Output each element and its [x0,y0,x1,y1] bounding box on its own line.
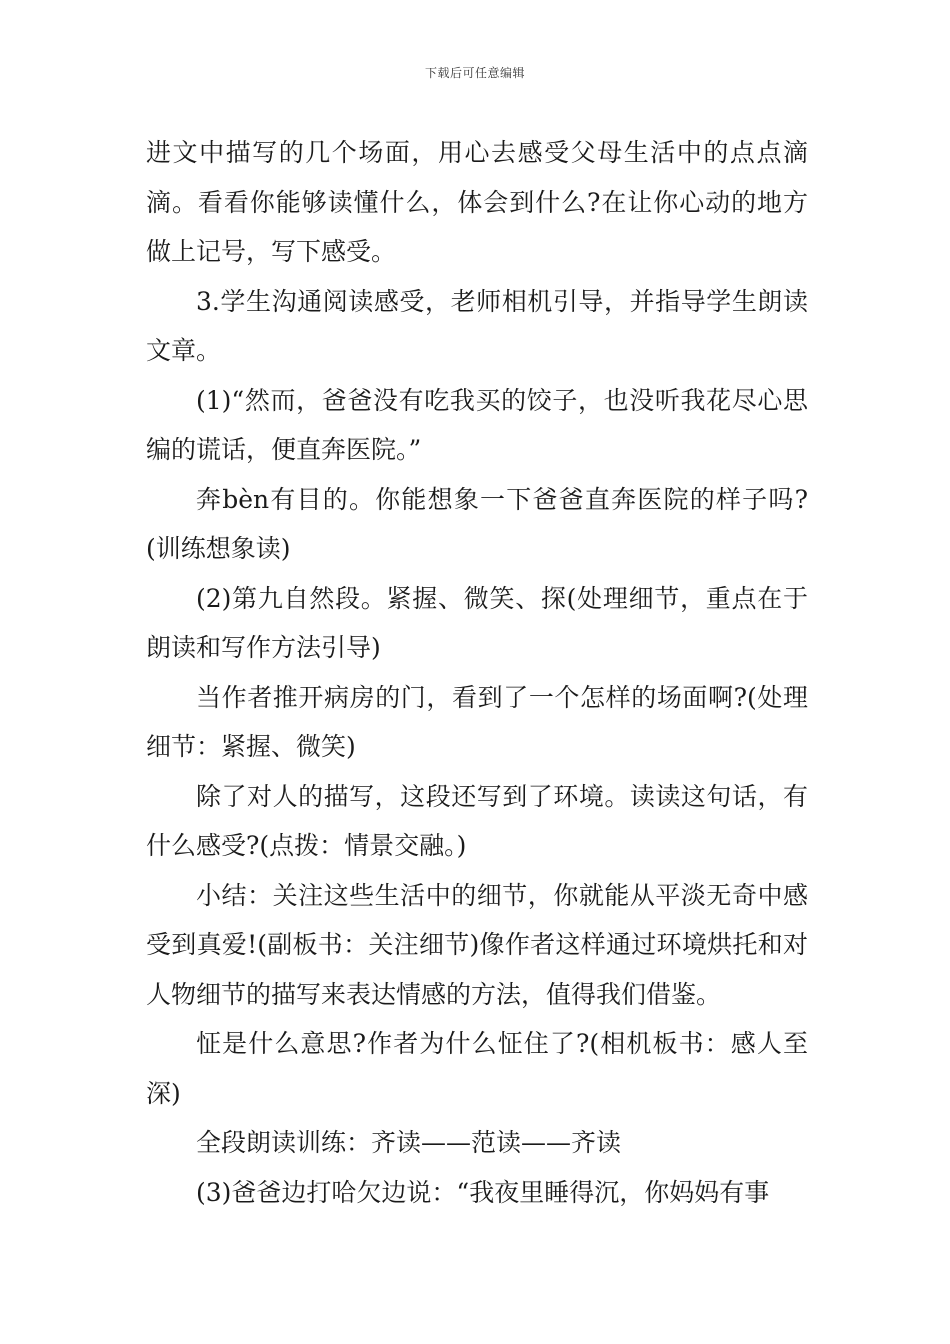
paragraph: 进文中描写的几个场面，用心去感受父母生活中的点点滴滴。看看你能够读懂什么，体会到什么?在让你心动的地方做上记号，写下感受。 [146,138,808,266]
paragraph: 除了对人的描写，这段还写到了环境。读读这句话，有什么感受?(点拨：情景交融。) [146,781,808,860]
paragraph: 怔是什么意思?作者为什么怔住了?(相机板书：感人至深) [146,1029,808,1108]
paragraph: 当作者推开病房的门，看到了一个怎样的场面啊?(处理细节：紧握、微笑) [146,682,808,761]
page-header: 下载后可任意编辑 [424,66,525,80]
paragraph: (1)“然而，爸爸没有吃我买的饺子，也没听我花尽心思编的谎话，便直奔医院。” [146,385,808,464]
paragraph: 3.学生沟通阅读感受，老师相机引导，并指导学生朗读文章。 [146,286,808,365]
paragraph: 小结：关注这些生活中的细节，你就能从平淡无奇中感受到真爱!(副板书：关注细节)像作者这样通过环境烘托和对人物细节的描写来表达情感的方法，值得我们借鉴。 [146,880,808,1009]
document-body [146,128,808,1217]
paragraph: (2)第九自然段。紧握、微笑、探(处理细节，重点在于朗读和写作方法引导) [146,583,808,662]
paragraph: (3)爸爸边打哈欠边说：“我夜里睡得沉，你妈妈有事 [196,1177,770,1207]
paragraph: 奔bèn有目的。你能想象一下爸爸直奔医院的样子吗?(训练想象读) [146,484,808,563]
paragraph: 全段朗读训练：齐读——范读——齐读 [196,1128,622,1157]
